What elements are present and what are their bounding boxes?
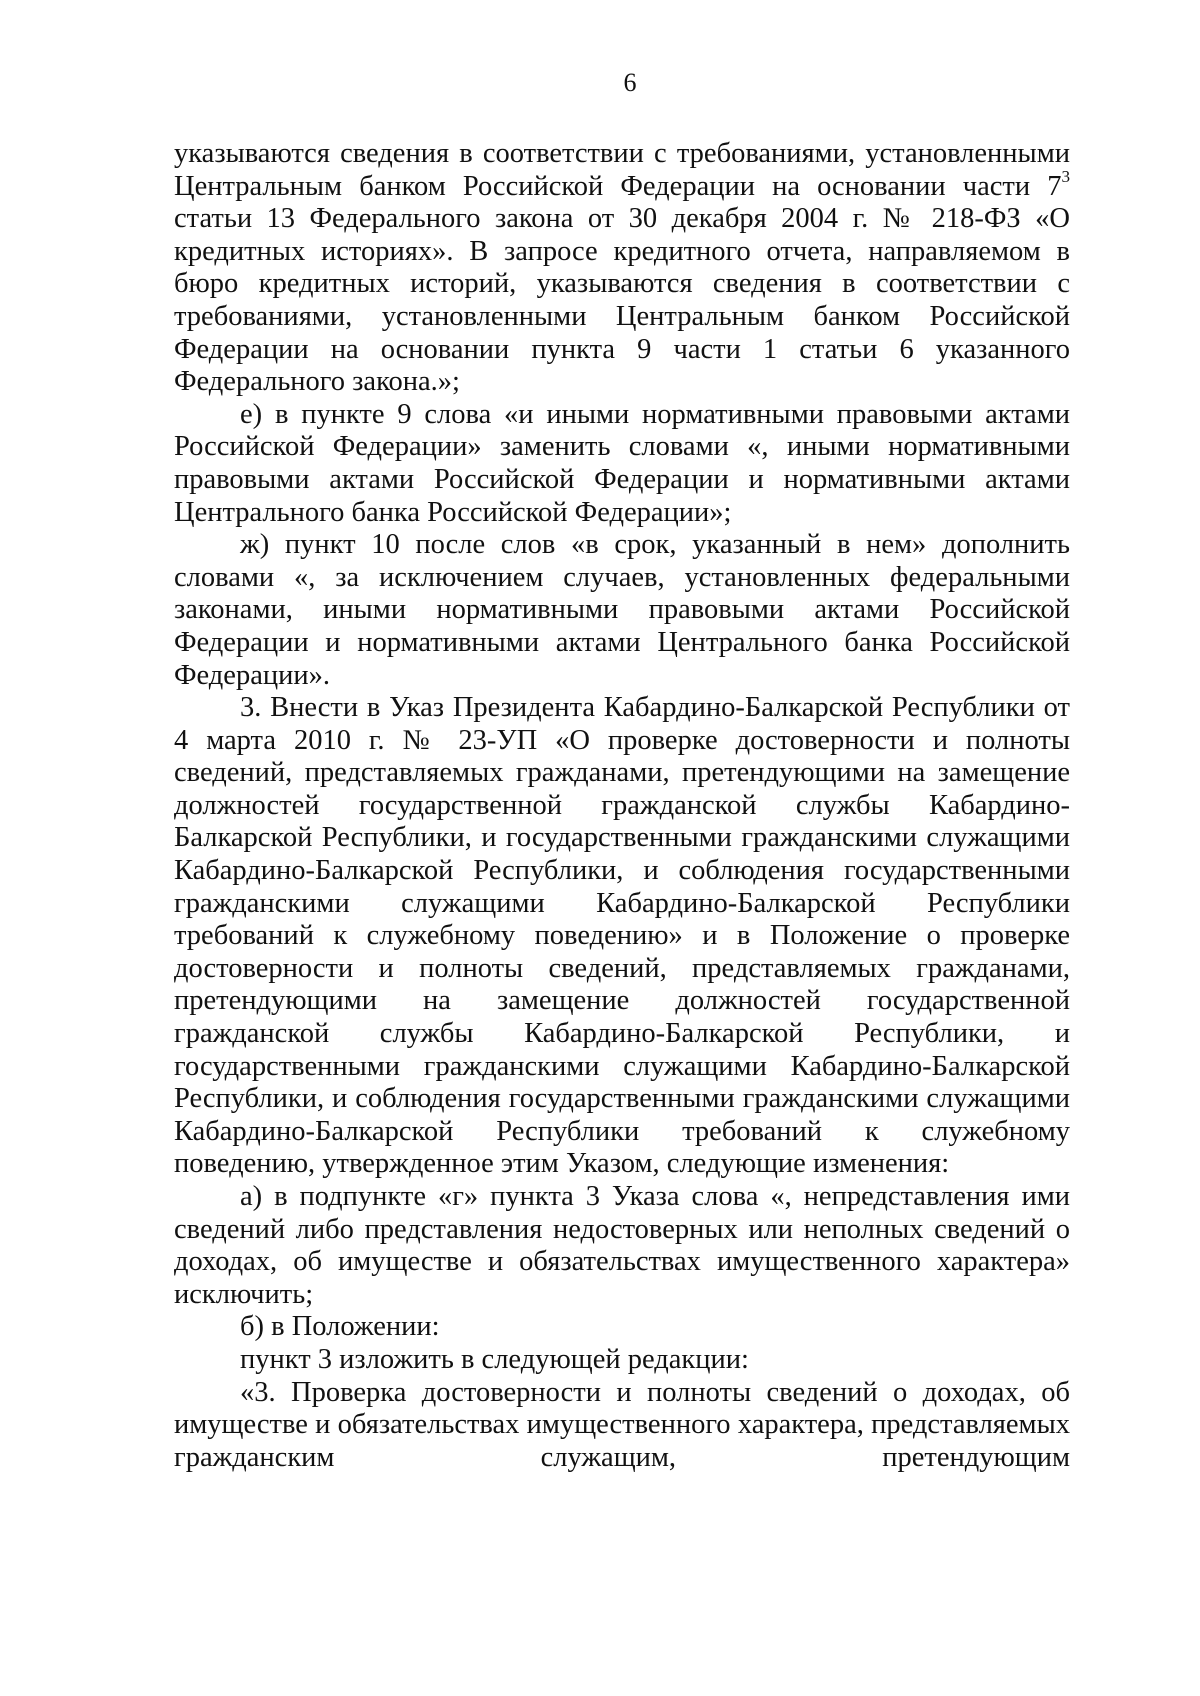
paragraph-item-3: 3. Внести в Указ Президента Кабардино-Балкарской Республики от 4 марта 2010 г. № 23-УП «О проверке достоверности и полноты сведений, представляемых гражданами, претендующими на замещение должностей государственной гражданской службы Кабардино-Балкарской Республики, и государственными гражданскими служащими Кабардино-Балкарской Республики, и соблюдения государственными гражданскими служащими Кабардино-Балкарской Республики требований к служебному поведению» и в Положение о проверке достоверности и полноты сведений, представляемых гражданами, претендующими на замещение должностей государственной гражданской службы Кабардино-Балкарской Республики, и государственными гражданскими служащими Кабардино-Балкарской Республики, и соблюдения государственными гражданскими служащими Кабардино-Балкарской Республики требований к служебному поведению, утвержденное этим Указом, следующие изменения: — [174, 692, 1070, 1180]
paragraph-item-a: а) в подпункте «г» пункта 3 Указа слова «, непредставления ими сведений либо представления недостоверных или неполных сведений о доходах, об имуществе и обязательствах имущественного характера» исключить; — [174, 1181, 1070, 1310]
paragraph-text: статьи 13 Федерального закона от 30 декабря 2004 г. № 218-ФЗ «О кредитных историях». В запросе кредитного отчета, направляемом в бюро кредитных историй, указываются сведения в соответствии с требованиями, установленными Центральным банком Российской Федерации на основании пункта 9 части 1 статьи 6 указанного Федерального закона.»; — [174, 203, 1070, 398]
paragraph-item-3-intro: пункт 3 изложить в следующей редакции: — [240, 1343, 749, 1375]
paragraph-item-e: е) в пункте 9 слова «и иными нормативными правовыми актами Российской Федерации» заменить словами «, иными нормативными правовыми актами Российской Федерации и нормативными актами Центрального банка Российской Федерации»; — [174, 398, 1070, 528]
page-number: 6 — [623, 68, 637, 97]
paragraph-credit-report-requirements — [174, 138, 1070, 399]
document-body — [174, 138, 1070, 1474]
paragraph-item-zh: ж) пункт 10 после слов «в срок, указанный в нем» дополнить словами «, за исключением случаев, установленных федеральными законами, иными нормативными правовыми актами Российской Федерации и нормативными актами Центрального банка Российской Федерации». — [174, 529, 1070, 691]
paragraph-item-3-text: «3. Проверка достоверности и полноты сведений о доходах, об имуществе и обязательствах имущественного характера, представляемых гражданским служащим, претендующим — [174, 1376, 1070, 1473]
paragraph-text: указываются сведения в соответствии с требованиями, установленными Центральным банком Российской Федерации на основании части 7 — [174, 138, 1070, 202]
superscript-index: 3 — [1061, 166, 1070, 186]
paragraph-item-b: б) в Положении: — [240, 1311, 440, 1343]
